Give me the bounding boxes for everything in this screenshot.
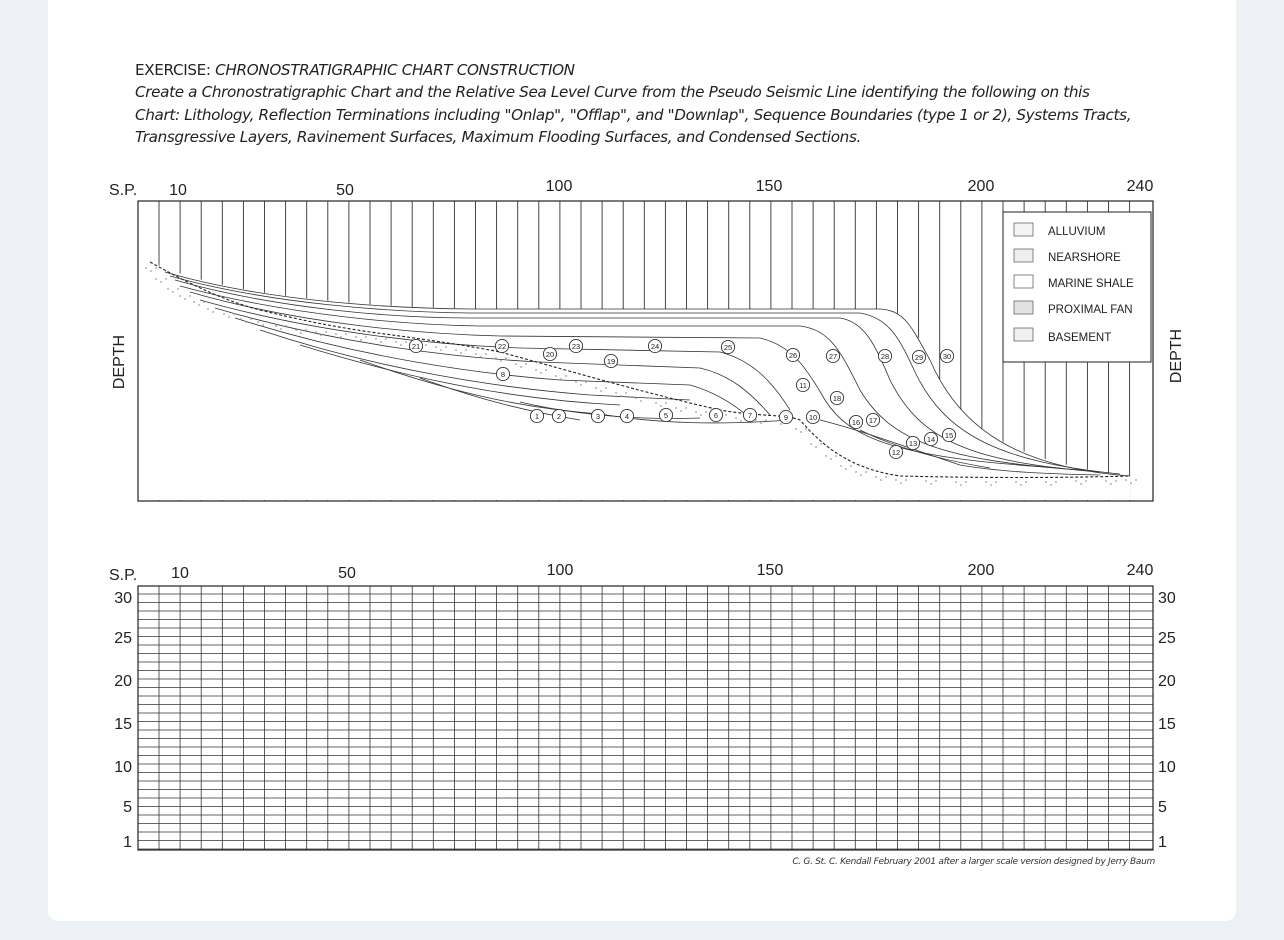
stipple-dot <box>825 455 827 457</box>
stipple-dot <box>1110 483 1112 485</box>
stipple-dot <box>1075 480 1077 482</box>
time-tick-label: 20 <box>1158 673 1176 690</box>
reflector-number: 11 <box>799 380 807 390</box>
stipple-dot <box>660 405 662 407</box>
reflector-number: 4 <box>624 411 630 421</box>
stipple-dot <box>380 341 382 343</box>
stipple-dot <box>615 392 617 394</box>
credit-line: C. G. St. C. Kendall February 2001 after a larger scale version designed by Jerry Baum <box>792 857 1155 867</box>
time-axis-right <box>1158 590 1176 851</box>
stipple-dot <box>560 378 562 380</box>
stipple-dot <box>257 321 259 323</box>
stipple-dot <box>320 334 322 336</box>
sp-tick-label: 100 <box>546 562 574 579</box>
stipple-dot <box>960 484 962 486</box>
stipple-dot <box>1080 483 1082 485</box>
sp-tick-label: 100 <box>545 178 573 195</box>
stipple-dot <box>955 481 957 483</box>
stipple-dot <box>395 341 397 343</box>
stipple-dot <box>340 336 342 338</box>
stipple-dot <box>905 479 907 481</box>
stipple-dot <box>495 357 497 359</box>
legend <box>1003 212 1151 362</box>
stipple-dot <box>725 414 727 416</box>
time-tick-label: 10 <box>114 759 132 776</box>
stipple-dot <box>575 381 577 383</box>
sp-tick-label: 50 <box>338 565 356 582</box>
stipple-dot <box>179 295 181 297</box>
stipple-dot <box>540 372 542 374</box>
stipple-dot <box>160 281 162 283</box>
sp-tick-label: 240 <box>1126 562 1154 579</box>
stipple-dot <box>425 344 427 346</box>
time-tick-label: 15 <box>1158 716 1176 733</box>
sp-tick-label: 200 <box>967 562 995 579</box>
stipple-dot <box>295 329 297 331</box>
stipple-dot <box>585 381 587 383</box>
reflector-number: 14 <box>926 434 936 444</box>
stipple-dot <box>865 471 867 473</box>
time-tick-label: 5 <box>123 799 132 816</box>
stipple-dot <box>233 313 235 315</box>
stipple-dot <box>760 422 762 424</box>
stipple-dot <box>775 420 777 422</box>
stipple-dot <box>845 468 847 470</box>
reflector-number: 13 <box>908 438 918 448</box>
depth-label-left: DEPTH <box>111 334 128 390</box>
stipple-dot <box>267 321 269 323</box>
reflector-number: 23 <box>571 341 581 351</box>
legend-label: PROXIMAL FAN <box>1048 304 1133 316</box>
stipple-dot <box>465 349 467 351</box>
stipple-dot <box>565 375 567 377</box>
stipple-dot <box>280 328 282 330</box>
stipple-dot <box>275 325 277 327</box>
reflector-number: 28 <box>880 351 890 361</box>
legend-item-proximal-fan <box>1014 301 1133 316</box>
time-tick-label: 30 <box>1158 590 1176 607</box>
stipple-dot <box>475 353 477 355</box>
stipple-dot <box>895 479 897 481</box>
stipple-dot <box>985 481 987 483</box>
stipple-dot <box>860 474 862 476</box>
exercise-prefix: EXERCISE: <box>135 61 211 79</box>
legend-item-alluvium <box>1014 223 1106 238</box>
sp-tick-label: 10 <box>171 565 189 582</box>
stipple-dot <box>805 428 807 430</box>
stipple-dot <box>840 465 842 467</box>
stipple-dot <box>445 346 447 348</box>
reflector-number: 20 <box>545 349 555 359</box>
stipple-dot <box>198 304 200 306</box>
legend-label: ALLUVIUM <box>1048 226 1106 238</box>
stipple-dot <box>400 344 402 346</box>
stipple-dot <box>900 482 902 484</box>
stipple-dot <box>535 369 537 371</box>
reflector-number: 5 <box>663 410 669 420</box>
time-tick-label: 1 <box>123 834 132 851</box>
stipple-dot <box>735 417 737 419</box>
stipple-dot <box>1085 480 1087 482</box>
stipple-dot <box>990 484 992 486</box>
stipple-dot <box>189 295 191 297</box>
legend-swatch <box>1014 328 1033 341</box>
reflector-number: 2 <box>556 411 562 421</box>
stipple-dot <box>855 471 857 473</box>
reflector-number: 26 <box>788 350 798 360</box>
reflector-number: 22 <box>497 341 507 351</box>
stipple-dot <box>850 465 852 467</box>
reflector-number: 16 <box>851 417 861 427</box>
reflector-number: 6 <box>713 410 719 420</box>
stipple-dot <box>184 298 186 300</box>
time-tick-label: 25 <box>1158 630 1176 647</box>
legend-item-marine-shale <box>1014 275 1134 290</box>
chrono-chart <box>109 562 1176 851</box>
stipple-dot <box>155 267 157 269</box>
stipple-dot <box>172 291 174 293</box>
stipple-dot <box>685 407 687 409</box>
depth-label-right: DEPTH <box>1168 328 1185 384</box>
reflector-number: 18 <box>832 393 842 403</box>
stipple-dot <box>810 443 812 445</box>
stipple-dot <box>520 366 522 368</box>
stipple-dot <box>405 341 407 343</box>
stipple-dot <box>250 318 252 320</box>
stipple-dot <box>203 301 205 303</box>
stipple-dot <box>595 387 597 389</box>
stipple-dot <box>435 346 437 348</box>
stipple-dot <box>165 278 167 280</box>
stipple-dot <box>635 397 637 399</box>
stipple-dot <box>765 419 767 421</box>
stipple-dot <box>1135 479 1137 481</box>
stipple-dot <box>177 288 179 290</box>
stipple-dot <box>740 420 742 422</box>
stipple-dot <box>212 311 214 313</box>
stipple-dot <box>700 414 702 416</box>
stipple-dot <box>555 375 557 377</box>
stipple-dot <box>545 369 547 371</box>
chart-grid <box>138 586 1153 850</box>
stipple-dot <box>385 338 387 340</box>
stipple-dot <box>217 308 219 310</box>
stipple-dot <box>1015 481 1017 483</box>
time-tick-label: 30 <box>114 590 132 607</box>
reflector-number: 10 <box>808 412 818 422</box>
legend-label: BASEMENT <box>1048 332 1112 344</box>
legend-item-nearshore <box>1014 249 1121 264</box>
legend-swatch <box>1014 249 1033 262</box>
stipple-dot <box>925 480 927 482</box>
reflector-number: 19 <box>606 356 616 366</box>
sp-label-bottom: S.P. <box>109 567 138 584</box>
stipple-dot <box>1105 480 1107 482</box>
time-tick-label: 5 <box>1158 799 1167 816</box>
stipple-dot <box>515 363 517 365</box>
stipple-dot <box>875 476 877 478</box>
stipple-dot <box>167 288 169 290</box>
sp-tick-label: 50 <box>336 182 354 199</box>
stipple-dot <box>223 313 225 315</box>
stipple-dot <box>695 411 697 413</box>
stipple-dot <box>830 458 832 460</box>
stipple-dot <box>155 278 157 280</box>
stipple-dot <box>305 329 307 331</box>
reflector-number: 8 <box>500 369 506 379</box>
stipple-dot <box>885 476 887 478</box>
stipple-dot <box>1125 479 1127 481</box>
stipple-dot <box>285 325 287 327</box>
stipple-dot <box>1020 484 1022 486</box>
stipple-dot <box>345 333 347 335</box>
reflector-number: 21 <box>411 341 421 351</box>
legend-swatch <box>1014 275 1033 288</box>
stipple-dot <box>460 352 462 354</box>
stipple-dot <box>605 387 607 389</box>
stipple-dot <box>500 360 502 362</box>
legend-label: NEARSHORE <box>1048 252 1121 264</box>
time-tick-label: 15 <box>114 716 132 733</box>
reflector-number: 25 <box>723 342 733 352</box>
stipple-dot <box>820 443 822 445</box>
stipple-dot <box>325 331 327 333</box>
stipple-dot <box>935 480 937 482</box>
stipple-dot <box>625 392 627 394</box>
stipple-dot <box>485 353 487 355</box>
stipple-dot <box>193 301 195 303</box>
stipple-dot <box>795 428 797 430</box>
stipple-dot <box>355 336 357 338</box>
reflector-number: 9 <box>783 412 789 422</box>
stipple-dot <box>600 390 602 392</box>
stipple-dot <box>300 332 302 334</box>
stipple-dot <box>645 397 647 399</box>
stipple-dot <box>665 402 667 404</box>
stipple-dot <box>835 455 837 457</box>
stipple-dot <box>505 357 507 359</box>
stipple-dot <box>145 267 147 269</box>
sp-tick-label: 200 <box>967 178 995 195</box>
reflector-number: 3 <box>595 411 601 421</box>
reflector-number: 24 <box>650 341 660 351</box>
reflector-number: 7 <box>747 410 753 420</box>
stipple-dot <box>620 395 622 397</box>
stipple-dot <box>780 423 782 425</box>
stipple-dot <box>207 308 209 310</box>
stipple-dot <box>455 349 457 351</box>
sp-tick-label: 150 <box>756 562 784 579</box>
stipple-dot <box>335 333 337 335</box>
exercise-title: CHRONOSTRATIGRAPHIC CHART CONSTRUCTION <box>215 61 575 79</box>
stipple-dot <box>965 481 967 483</box>
sp-axis-top <box>169 178 1153 199</box>
stipple-dot <box>150 270 152 272</box>
reflector-number: 30 <box>942 351 952 361</box>
stipple-dot <box>705 411 707 413</box>
legend-swatch <box>1014 301 1033 314</box>
sp-tick-label: 10 <box>169 182 187 199</box>
time-tick-label: 25 <box>114 630 132 647</box>
reflector-number: 15 <box>944 430 954 440</box>
stipple-dot <box>245 321 247 323</box>
time-tick-label: 20 <box>114 673 132 690</box>
reflector-number: 27 <box>828 351 838 361</box>
time-tick-label: 1 <box>1158 834 1167 851</box>
stipple-dot <box>675 407 677 409</box>
stipple-dot <box>1050 484 1052 486</box>
chart-frame <box>138 586 1153 850</box>
stipple-dot <box>880 479 882 481</box>
stipple-dot <box>580 384 582 386</box>
stipple-dot <box>1115 480 1117 482</box>
time-axis-left <box>114 590 132 851</box>
stipple-dot <box>1025 481 1027 483</box>
sp-axis-bottom <box>171 562 1153 582</box>
stipple-dot <box>315 331 317 333</box>
time-tick-label: 10 <box>1158 759 1176 776</box>
stipple-dot <box>480 356 482 358</box>
legend-swatch <box>1014 223 1033 236</box>
stipple-dot <box>1130 482 1132 484</box>
sp-label-top: S.P. <box>109 182 138 199</box>
stipple-dot <box>995 481 997 483</box>
exercise-instructions: Create a Chronostratigraphic Chart and the Relative Sea Level Curve from the Pseudo Seismic Line identifying the following on this Chart: Lithology, Reflection Terminations including "Onlap", "Offlap", and "Downlap", Sequence Boundaries (type 1 or 2), Systems Tracts, Transgressive Layers, Ravinement Surfaces, Maximum Flooding Surfaces, and Condensed Sections. <box>135 83 1132 146</box>
stipple-dot <box>640 400 642 402</box>
reflector-number: 17 <box>868 415 878 425</box>
stipple-dot <box>440 349 442 351</box>
stipple-dot <box>365 336 367 338</box>
reflector-number: 1 <box>534 411 540 421</box>
stipple-dot <box>1045 481 1047 483</box>
sp-tick-label: 150 <box>755 178 783 195</box>
seismic-section <box>109 178 1185 501</box>
legend-label: MARINE SHALE <box>1048 278 1134 290</box>
stipple-dot <box>930 483 932 485</box>
stipple-dot <box>1055 481 1057 483</box>
reflector-number: 12 <box>891 447 901 457</box>
stipple-dot <box>360 339 362 341</box>
stipple-dot <box>228 316 230 318</box>
stipple-dot <box>815 446 817 448</box>
stipple-dot <box>525 363 527 365</box>
stipple-dot <box>375 338 377 340</box>
stipple-dot <box>800 431 802 433</box>
stipple-dot <box>240 318 242 320</box>
reflector-number: 29 <box>914 352 924 362</box>
stipple-dot <box>680 410 682 412</box>
sp-tick-label: 240 <box>1126 178 1154 195</box>
stipple-dot <box>655 402 657 404</box>
stipple-dot <box>262 324 264 326</box>
